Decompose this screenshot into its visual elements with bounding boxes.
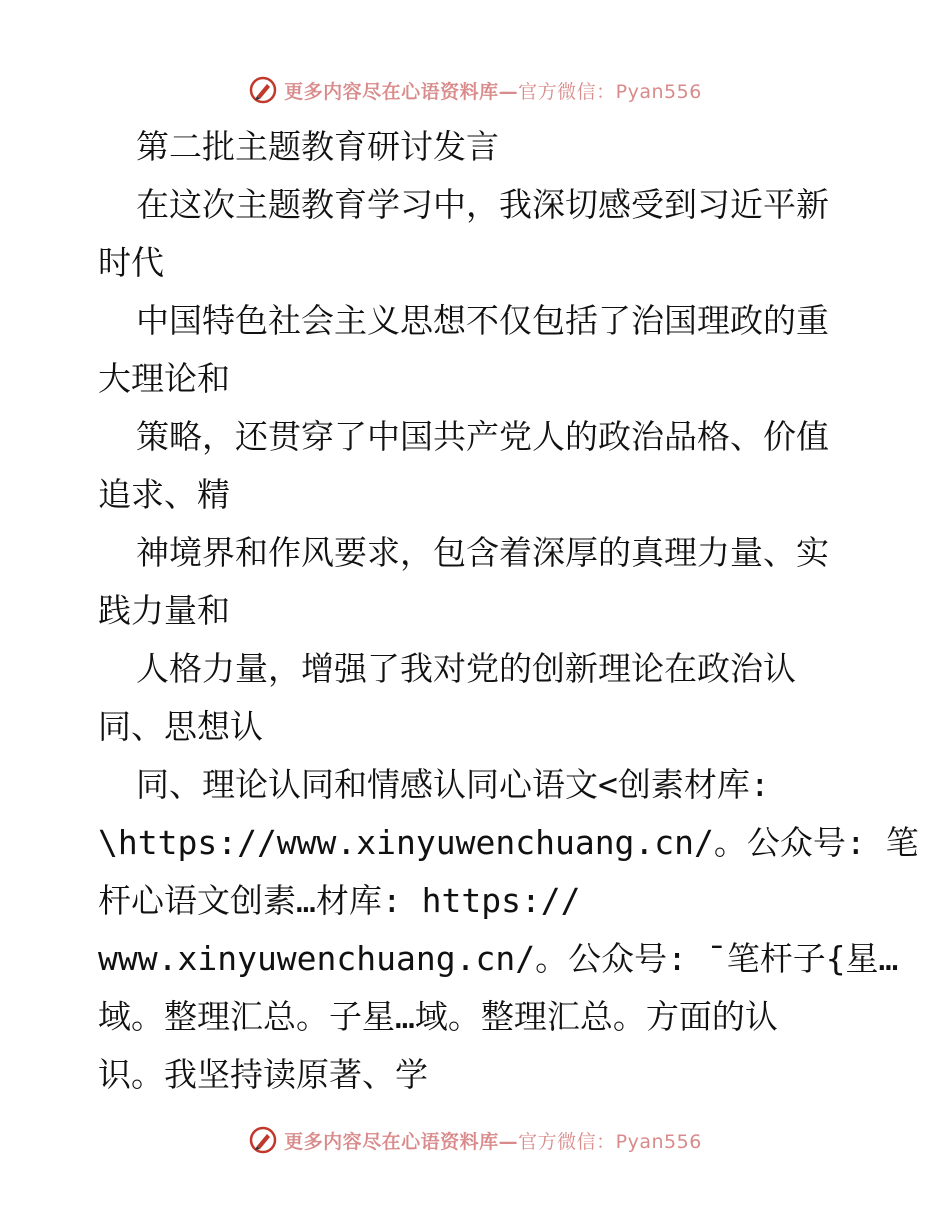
- text-line: 践力量和: [98, 591, 230, 630]
- header-banner: [284, 77, 702, 104]
- text-line: 域。整理汇总。子星…域。整理汇总。方面的认: [98, 997, 778, 1036]
- text-line: 在这次主题教育学习中，我深切感受到习近平新: [136, 185, 829, 224]
- text-line: 人格力量，增强了我对党的创新理论在政治认: [136, 649, 796, 688]
- text-line: www.xinyuwenchuang.cn/。公众号: ¯笔杆子{星…: [98, 939, 899, 978]
- text-line: 策略，还贯穿了中国共产党人的政治品格、价值: [136, 417, 829, 456]
- text-line: 时代: [98, 243, 164, 282]
- text-line: 大理论和: [98, 359, 230, 398]
- footer-wechat-text: 官方微信：Pyan556: [518, 1130, 702, 1153]
- text-line: 同、理论认同和情感认同心语文<创素材库:: [136, 765, 770, 804]
- text-line: \https://www.xinyuwenchuang.cn/。公众号: 笔: [98, 823, 919, 862]
- document-title: 第二批主题教育研讨发言: [136, 127, 499, 166]
- page-footer: [0, 1120, 950, 1160]
- footer-banner: [284, 1127, 702, 1154]
- pen-logo-icon: [248, 75, 278, 105]
- text-line: 追求、精: [98, 475, 230, 514]
- document-body: [98, 118, 919, 1104]
- footer-banner-text: 更多内容尽在心语资料库—: [284, 1130, 519, 1153]
- text-line: 识。我坚持读原著、学: [98, 1055, 428, 1094]
- header-banner-text: 更多内容尽在心语资料库—: [284, 80, 519, 103]
- header-wechat-text: 官方微信：Pyan556: [518, 80, 702, 103]
- page-header: [0, 70, 950, 110]
- text-line: 神境界和作风要求，包含着深厚的真理力量、实: [136, 533, 829, 572]
- pen-logo-icon: [248, 1125, 278, 1155]
- text-line: 中国特色社会主义思想不仅包括了治国理政的重: [136, 301, 829, 340]
- text-line: 同、思想认: [98, 707, 263, 746]
- text-line: 杆心语文创素…材库: https://: [98, 881, 581, 920]
